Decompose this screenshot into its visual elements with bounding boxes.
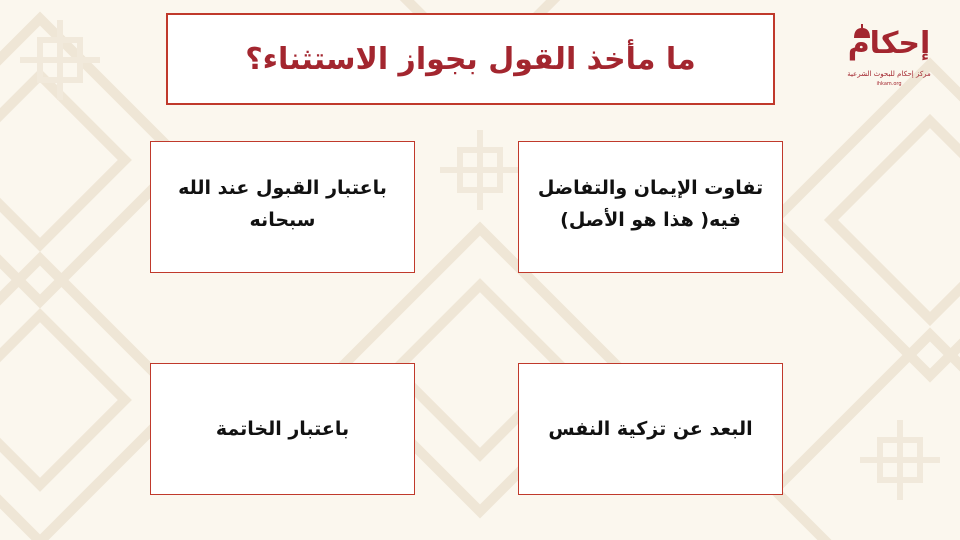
card-line: البعد عن تزكية النفس bbox=[548, 418, 753, 440]
card-text bbox=[216, 413, 349, 445]
card-line: فيه( هذا هو الأصل) bbox=[560, 209, 741, 231]
card-acceptance bbox=[150, 141, 415, 273]
ihkam-logo bbox=[846, 24, 932, 94]
logo-subtitle: مركز إحكام للبحوث الشرعية bbox=[847, 70, 931, 78]
card-line: باعتبار القبول عند الله bbox=[178, 177, 387, 199]
card-text bbox=[178, 172, 387, 236]
logo-url: ihkam.org bbox=[876, 81, 902, 87]
card-line: تفاوت الإيمان والتفاضل bbox=[537, 177, 764, 199]
card-line: سبحانه bbox=[249, 209, 316, 231]
card-final-end bbox=[150, 363, 415, 495]
card-text bbox=[538, 172, 763, 236]
logo-name: إحكام bbox=[847, 26, 931, 61]
card-faith-variation bbox=[518, 141, 783, 273]
card-line: باعتبار الخاتمة bbox=[215, 418, 350, 440]
card-self-purification bbox=[518, 363, 783, 495]
card-text bbox=[548, 413, 752, 445]
title-box bbox=[166, 13, 775, 105]
page-title: ما مأخذ القول بجواز الاستثناء؟ bbox=[245, 41, 696, 77]
